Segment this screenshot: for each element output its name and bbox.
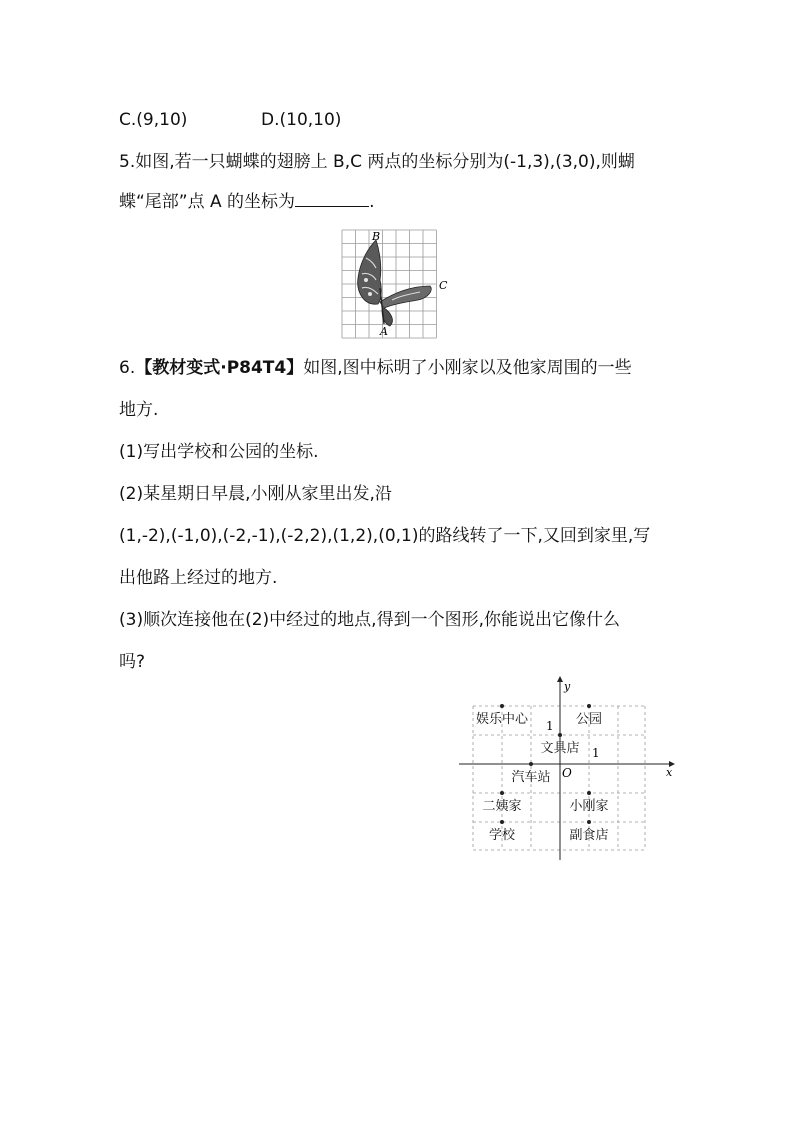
origin-label: O (562, 766, 572, 780)
place-label: 学校 (489, 828, 516, 843)
x-axis-label: x (666, 766, 673, 779)
q5-text-line1: 5.如图,若一只蝴蝶的翅膀上 B,C 两点的坐标分别为(-1,3),(3,0),则蝴 (119, 152, 635, 172)
q6-line1-rest: 如图,图中标明了小刚家以及他家周围的一些 (303, 358, 632, 378)
q6-number: 6. (119, 358, 136, 378)
q6-part3-line2: 吗? (119, 652, 146, 672)
x-unit-label: 1 (592, 746, 600, 760)
q6-part2-line2: (1,-2),(-1,0),(-2,-1),(-2,2),(1,2),(0,1)的路线转了一下,又回到家里,写 (119, 526, 651, 546)
place-label: 公园 (576, 712, 603, 727)
place-point (529, 762, 533, 766)
q6-text-line1 (119, 356, 632, 380)
q6-text-line2: 地方. (119, 400, 159, 420)
q5-line2-text: 蝶“尾部”点 A 的坐标为 (119, 192, 296, 212)
q6-part2-line3: 出他路上经过的地方. (119, 568, 278, 588)
q6-part2-line1: (2)某星期日早晨,小刚从家里出发,沿 (119, 484, 392, 504)
option-d: D.(10,10) (261, 110, 342, 130)
place-point (500, 791, 504, 795)
y-axis-arrow (557, 676, 563, 682)
place-label: 娱乐中心 (476, 712, 529, 727)
option-c: C.(9,10) (119, 110, 188, 130)
coordinate-map (455, 676, 680, 862)
q6-part3-line1: (3)顺次连接他在(2)中经过的地点,得到一个图形,你能说出它像什么 (119, 610, 620, 630)
place-point (558, 733, 562, 737)
place-label: 汽车站 (511, 770, 551, 785)
y-unit-label: 1 (546, 719, 554, 733)
place-point (587, 820, 591, 824)
q6-tag: 【教材变式·P84T4】 (135, 358, 304, 378)
label-a: A (380, 325, 388, 338)
butterfly-figure (340, 228, 454, 340)
place-label: 副食店 (569, 828, 609, 843)
place-point (500, 820, 504, 824)
q5-line2-period: . (369, 192, 375, 212)
place-point (587, 704, 591, 708)
q5-text-line2 (119, 190, 374, 214)
q6-part1: (1)写出学校和公园的坐标. (119, 442, 319, 462)
place-label: 小刚家 (569, 799, 609, 814)
answer-blank[interactable] (295, 192, 369, 207)
place-label: 二姨家 (482, 799, 522, 814)
place-point (500, 704, 504, 708)
y-axis-label: y (564, 680, 571, 693)
label-c: C (439, 279, 448, 292)
label-b: B (372, 230, 381, 243)
place-point (587, 791, 591, 795)
place-label: 文具店 (540, 741, 580, 756)
